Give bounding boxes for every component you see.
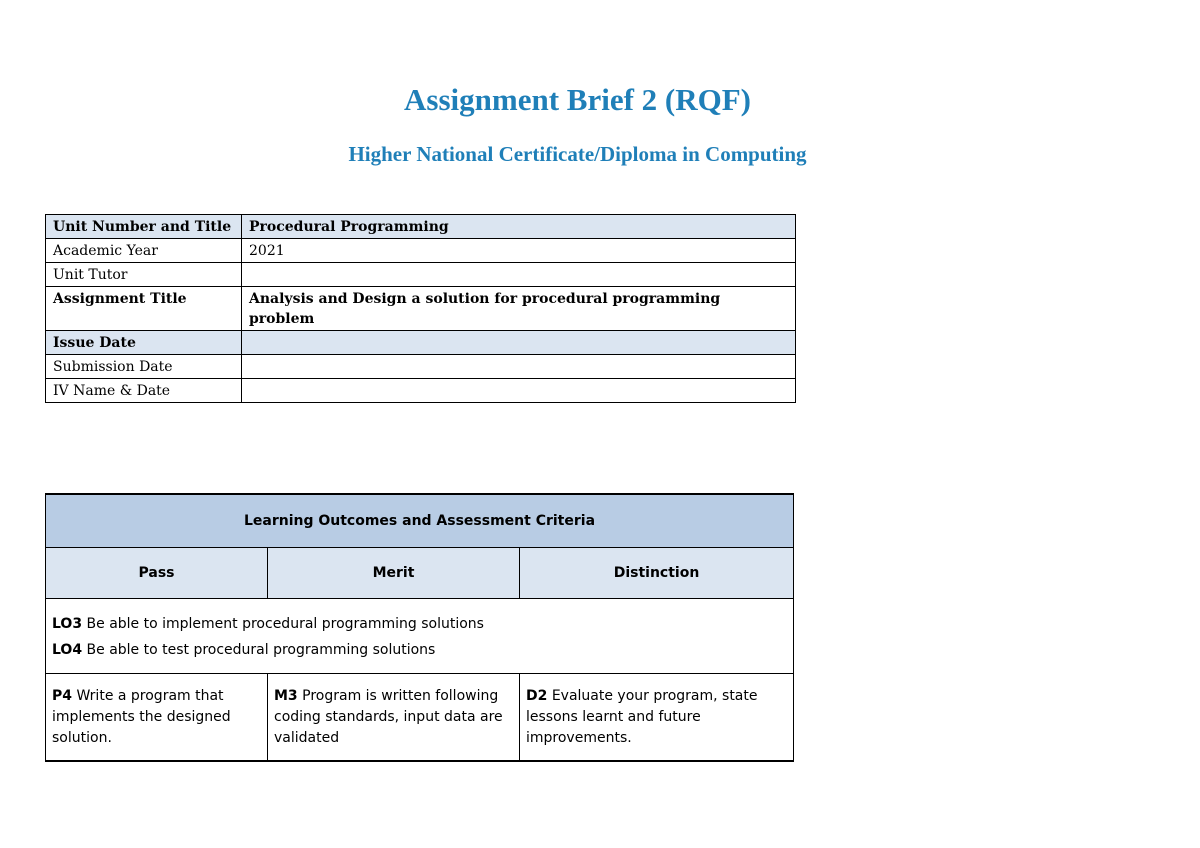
- table-row: [46, 331, 796, 355]
- criterion-text: Program is written following coding standards, input data are validated: [274, 688, 503, 746]
- page-title: Assignment Brief 2 (RQF): [404, 82, 751, 117]
- table-row: [46, 263, 796, 287]
- column-header-merit: Merit: [268, 548, 520, 599]
- lo-code: LO4: [52, 642, 83, 658]
- learning-outcomes-cell: [46, 599, 794, 674]
- page-subtitle: Higher National Certificate/Diploma in Computing: [348, 142, 807, 166]
- submission-date-label: Submission Date: [46, 355, 242, 379]
- criterion-code: M3: [274, 688, 298, 704]
- academic-year-label: Academic Year: [46, 239, 242, 263]
- unit-tutor-value: [242, 263, 796, 287]
- criterion-code: P4: [52, 688, 73, 704]
- assignment-title-label: Assignment Title: [46, 287, 242, 331]
- unit-title-label: Unit Number and Title: [46, 215, 242, 239]
- table-row: [46, 674, 794, 762]
- lo-code: LO3: [52, 616, 83, 632]
- learning-outcome-lo4: [52, 637, 787, 663]
- table-row: [46, 599, 794, 674]
- unit-title-value: Procedural Programming: [242, 215, 796, 239]
- assignment-title-value: Analysis and Design a solution for procedural programming problem: [242, 287, 796, 331]
- assignment-info-table: [45, 214, 796, 403]
- criterion-text: Write a program that implements the designed solution.: [52, 688, 231, 746]
- lo-text: Be able to test procedural programming solutions: [82, 642, 436, 658]
- column-header-pass: Pass: [46, 548, 268, 599]
- lo-text: Be able to implement procedural programming solutions: [82, 616, 484, 632]
- table-row: [46, 494, 794, 548]
- academic-year-value: 2021: [242, 239, 796, 263]
- column-header-distinction: Distinction: [520, 548, 794, 599]
- learning-outcomes-table: [45, 493, 794, 762]
- table-row: [46, 215, 796, 239]
- iv-name-date-value: [242, 379, 796, 403]
- issue-date-value: [242, 331, 796, 355]
- issue-date-label: Issue Date: [46, 331, 242, 355]
- submission-date-value: [242, 355, 796, 379]
- learning-outcome-lo3: [52, 611, 787, 637]
- criterion-code: D2: [526, 688, 548, 704]
- table-row: [46, 379, 796, 403]
- criterion-text: Evaluate your program, state lessons learnt and future improvements.: [526, 688, 758, 746]
- criterion-p4: [46, 674, 268, 762]
- outcomes-heading: Learning Outcomes and Assessment Criteria: [46, 494, 794, 548]
- table-row: [46, 239, 796, 263]
- table-row: [46, 548, 794, 599]
- unit-tutor-label: Unit Tutor: [46, 263, 242, 287]
- table-row: [46, 287, 796, 331]
- table-row: [46, 355, 796, 379]
- criterion-m3: [268, 674, 520, 762]
- iv-name-date-label: IV Name & Date: [46, 379, 242, 403]
- criterion-d2: [520, 674, 794, 762]
